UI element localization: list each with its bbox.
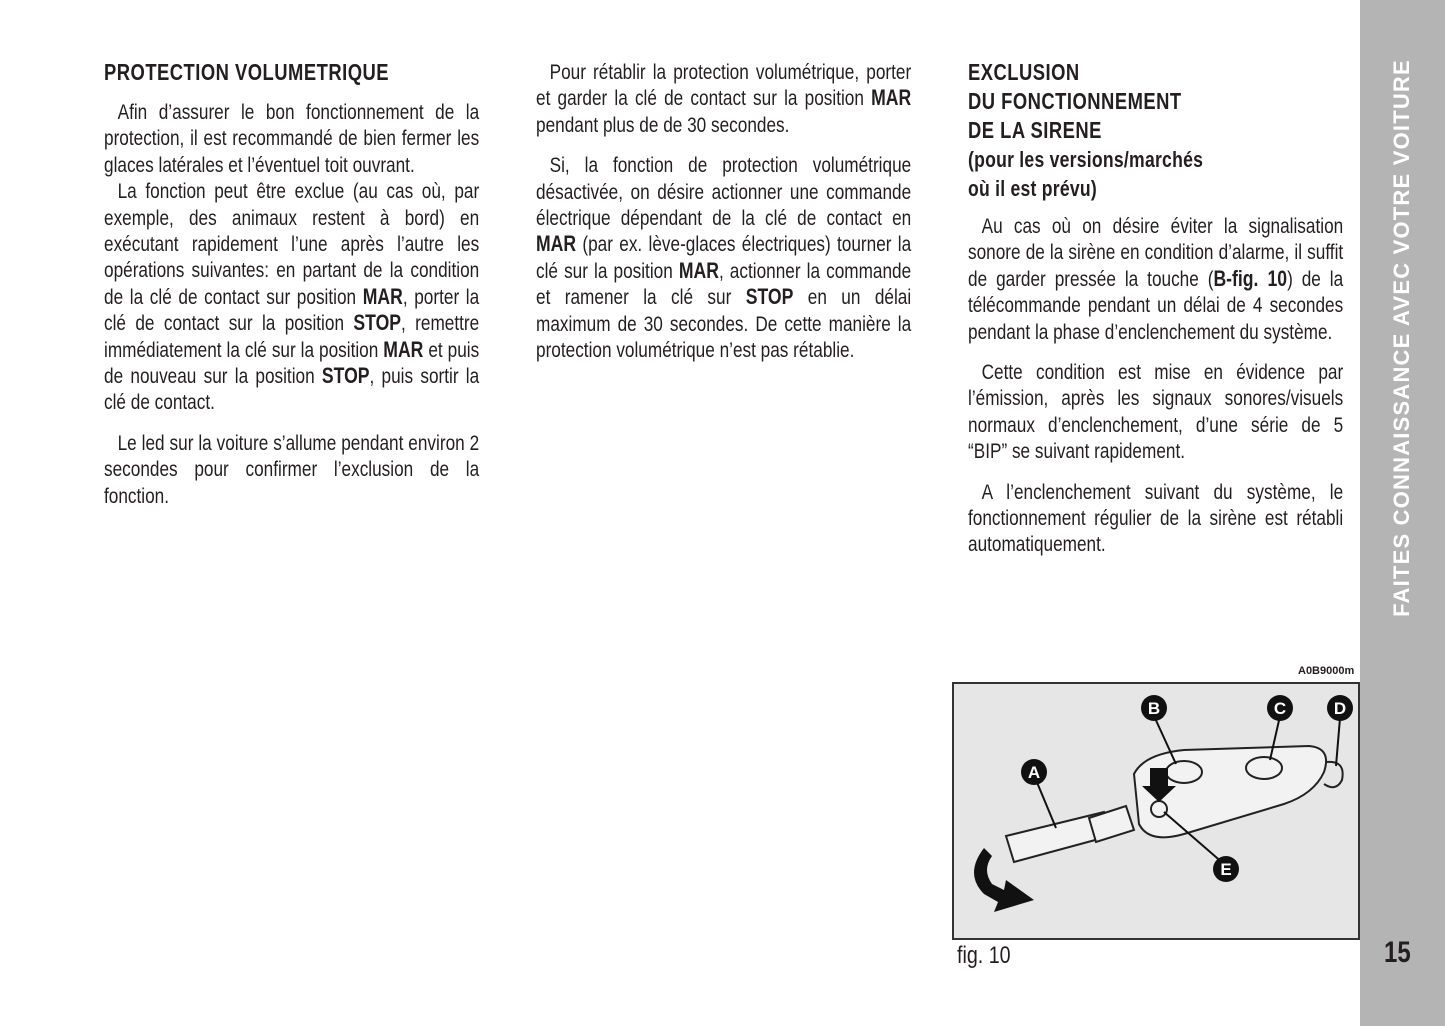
text-run: ) de la télécommande pendant un délai de 4 secondes pendant la phase d’enclenchement du système. <box>968 266 1344 344</box>
text-run: A l’enclenchement suivant du système, le fonctionnement régulier de la sirène est rétabli automatiquement. <box>968 479 1344 557</box>
bold-term: MAR <box>678 257 719 283</box>
paragraph <box>968 359 1343 465</box>
col2-body <box>536 59 911 363</box>
bold-term: MAR <box>871 85 912 111</box>
subheading-line: (pour les versions/marchés <box>968 147 1204 172</box>
section-heading-line: DE LA SIRENE <box>968 117 1102 143</box>
page-number: 15 <box>1384 936 1411 969</box>
text-run: et puis de nouveau sur la position <box>104 337 480 389</box>
bold-term: STOP <box>745 284 794 310</box>
paragraph <box>104 99 479 178</box>
paragraph <box>536 152 911 363</box>
label-d: D <box>1333 699 1347 718</box>
bold-term: MAR <box>362 283 403 309</box>
paragraph <box>536 59 911 138</box>
text-run: Le led sur la voiture s’allume pendant environ 2 secondes pour confirmer l’exclusion de la fonction. <box>104 430 480 508</box>
section-subheading <box>968 145 1343 203</box>
column-3 <box>968 58 1343 572</box>
key-shank <box>1089 806 1134 842</box>
text-run: La fonction peut être exclue (au cas où, par exemple, des animaux restent à bord) en exécutant rapidement l’une après l’autre les opérations suivantes: en partant de la condition de la clé de contact sur position <box>104 179 480 309</box>
label-c: C <box>1273 699 1287 718</box>
button-b <box>1166 761 1202 783</box>
bold-term: STOP <box>321 363 370 389</box>
section-heading-line: DU FONCTIONNEMENT <box>968 88 1182 114</box>
text-run: Cette condition est mise en évidence par l’émission, après les signaux sonores/visuels normaux d’enclenchement, d’une série de 5 “BIP” se suivant rapidement. <box>968 360 1344 464</box>
chapter-sidebar <box>1360 0 1445 1026</box>
label-e: E <box>1220 860 1232 879</box>
chapter-title: FAITES CONNAISSANCE AVEC VOTRE VOITURE <box>1389 59 1414 617</box>
bold-term: MAR <box>383 336 424 362</box>
paragraph <box>968 479 1343 558</box>
bold-term: B-fig. 10 <box>1213 265 1288 291</box>
figure-caption: fig. 10 <box>957 942 1011 969</box>
button-e <box>1151 801 1167 817</box>
subheading-line: où il est prévu) <box>968 176 1098 201</box>
text-run: (par ex. lève-glaces électriques) tourner la clé sur la position <box>536 232 912 283</box>
text-run: Au cas où on désire éviter la signalisation sonore de la sirène en condition d’alarme, il suffit de garder pressée la touche ( <box>968 214 1344 291</box>
column-1 <box>104 58 479 523</box>
text-run: , puis sortir la clé de contact. <box>104 364 480 415</box>
keyring-loop <box>1324 762 1343 787</box>
key-illustration <box>954 684 1358 938</box>
bold-term: STOP <box>353 310 402 336</box>
text-run: , porter la clé de contact sur la position <box>104 284 480 336</box>
paragraph <box>968 213 1343 345</box>
col1-body <box>104 99 479 509</box>
text-run: Pour rétablir la protection volumétrique, porter et garder la clé de contact sur la position <box>536 60 912 111</box>
figure-key-remote <box>952 682 1360 940</box>
text-run: , remettre immédiatement la clé sur la position <box>104 311 480 362</box>
button-c <box>1246 757 1282 779</box>
column-2 <box>536 59 911 377</box>
section-heading: PROTECTION VOLUMETRIQUE <box>104 59 390 85</box>
text-run: pendant plus de de 30 secondes. <box>536 112 790 137</box>
text-run: Si, la fonction de protection volumétrique désactivée, on désire actionner une commande électrique dépendant de la clé de contact en <box>536 153 912 231</box>
bold-term: MAR <box>536 231 577 257</box>
paragraph <box>104 430 479 509</box>
col3-body <box>968 213 1343 558</box>
section-heading-line: EXCLUSION <box>968 59 1080 85</box>
paragraph <box>104 178 479 416</box>
text-run: en un délai maximum de 30 secondes. De cette manière la protection volumétrique n’est pas rétablie. <box>536 285 912 363</box>
figure-code: A0B9000m <box>1298 665 1355 677</box>
label-a: A <box>1027 763 1041 782</box>
label-b: B <box>1147 699 1161 718</box>
text-run: Afin d’assurer le bon fonctionnement de la protection, il est recommandé de bien fermer les glaces latérales et l’éventuel toit ouvrant. <box>104 100 480 177</box>
text-run: , actionner la commande et ramener la clé sur <box>536 258 912 310</box>
